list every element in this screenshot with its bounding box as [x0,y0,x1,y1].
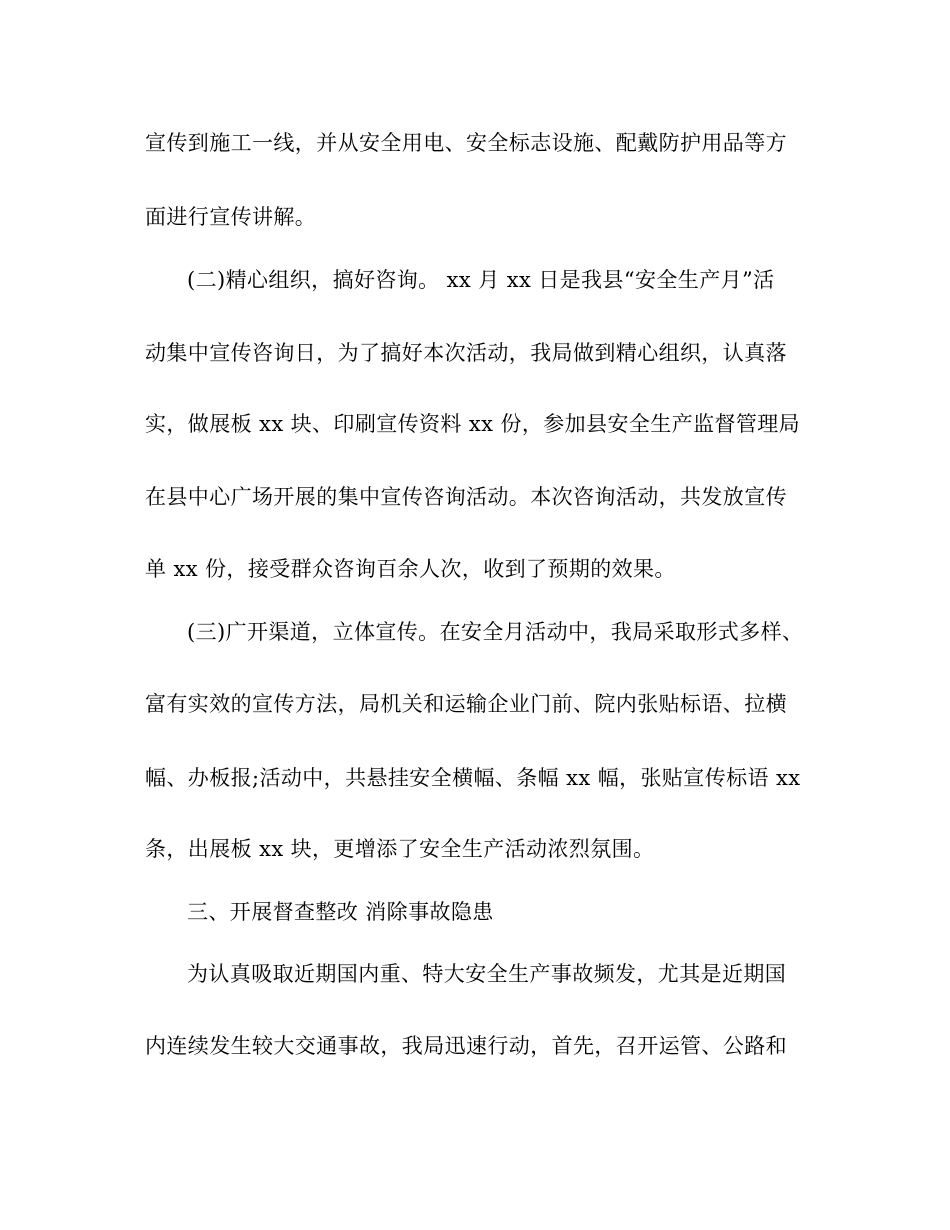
paragraph-line: 动集中宣传咨询日，为了搞好本次活动，我局做到精心组织，认真落 [145,341,787,365]
paragraph-line: 单 xx 份，接受群众咨询百余人次，收到了预期的效果。 [145,557,676,581]
section-heading-3: (三)广开渠道，立体宣传。在安全月活动中，我局采取形式多样、 [187,620,804,644]
paragraph-line: 实，做展板 xx 块、印刷宣传资料 xx 份，参加县安全生产监督管理局 [145,412,801,436]
paragraph-line: 为认真吸取近期国内重、特大安全生产事故频发，尤其是近期国 [187,962,787,986]
paragraph-line: 宣传到施工一线，并从安全用电、安全标志设施、配戴防护用品等方 [145,131,787,155]
paragraph-line: 在县中心广场开展的集中宣传咨询活动。本次咨询活动，共发放宣传 [145,485,787,509]
paragraph-line: 内连续发生较大交通事故，我局迅速行动，首先，召开运管、公路和 [145,1034,787,1058]
paragraph-line: 面进行宣传讲解。 [145,205,317,229]
paragraph-line: 条，出展板 xx 块，更增添了安全生产活动浓烈氛围。 [145,837,655,861]
paragraph-line: 富有实效的宣传方法，局机关和运输企业门前、院内张贴标语、拉横 [145,692,787,716]
section-heading-2: (二)精心组织，搞好咨询。 xx 月 xx 日是我县“安全生产月”活 [187,268,775,292]
section-title: 三、开展督查整改 消除事故隐患 [187,900,494,924]
paragraph-line: 幅、办板报;活动中，共悬挂安全横幅、条幅 xx 幅，张贴宣传标语 xx [145,766,801,790]
